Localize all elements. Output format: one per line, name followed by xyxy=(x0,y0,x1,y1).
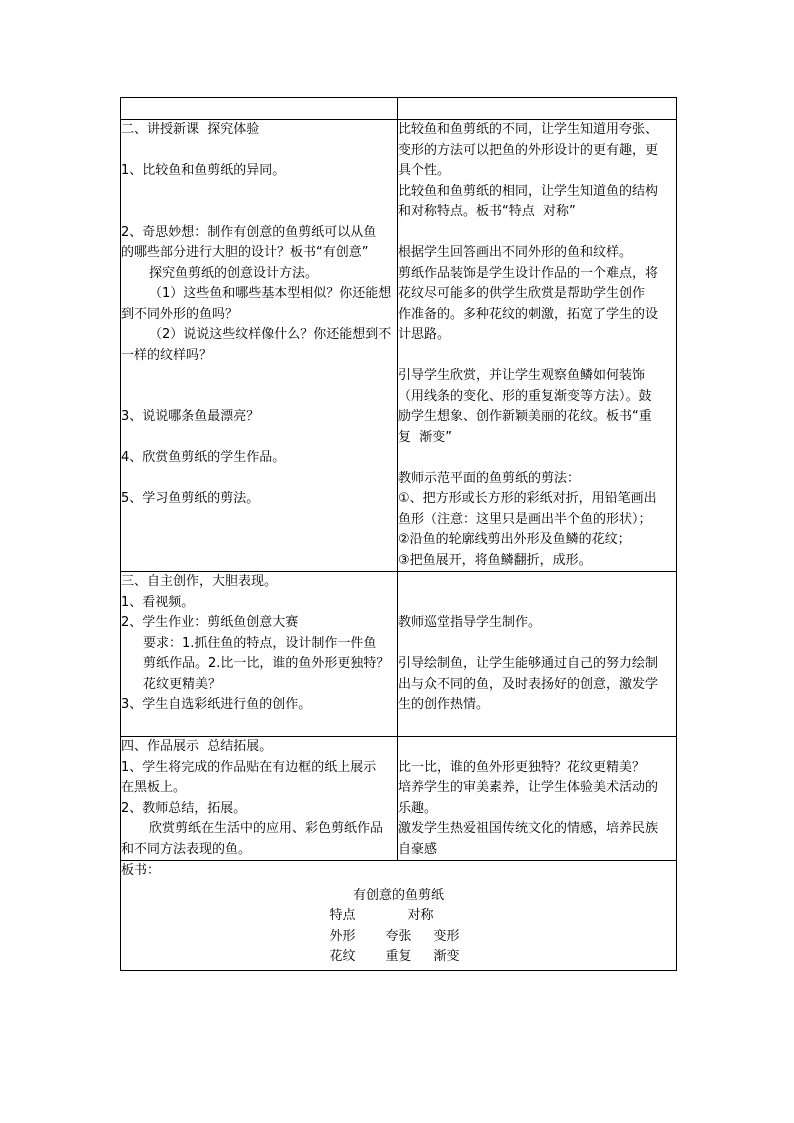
section-2-left-cell xyxy=(121,120,398,572)
board-term: 特点 xyxy=(329,908,356,923)
note-line: 计思路。 xyxy=(398,327,451,342)
note-line: 花纹尽可能多的供学生欣赏是帮助学生创作 xyxy=(398,286,646,301)
note-line: 培养学生的审美素养，让学生体验美术活动的 xyxy=(398,780,659,795)
section-4-para-line-2: 和不同方法表现的鱼。 xyxy=(121,841,252,857)
section-2-item-2-line-1: 2、奇思妙想：制作有创意的鱼剪纸可以从鱼 xyxy=(121,224,377,240)
requirement-line-3: 花纹更精美？ xyxy=(143,676,222,692)
note-line: 比一比，谁的鱼外形更独特？花纹更精美？ xyxy=(398,759,646,775)
section-3-item-3: 3、学生自选彩纸进行鱼的创作。 xyxy=(121,697,312,712)
note-line: 鱼形（注意：这里只是画出半个鱼的形状）； xyxy=(398,511,652,527)
note-line: 激发学生热爱祖国传统文化的情感，培养民族 xyxy=(398,821,659,836)
section-4-item-2: 2、教师总结，拓展。 xyxy=(121,800,247,816)
section-2-item-2-line-2: 的哪些部分进行大胆的设计？板书“有创意” xyxy=(121,245,369,260)
note-line: 出与众不同的鱼，及时表扬好的创意，激发学 xyxy=(398,676,659,692)
note-line: 剪纸作品装饰是学生设计作品的一个难点，将 xyxy=(398,265,659,281)
section-3-item-2: 2、学生作业：剪纸鱼创意大赛 xyxy=(121,615,299,630)
lesson-plan-table xyxy=(120,97,677,971)
section-2-right-cell xyxy=(398,120,677,572)
section-3-item-1: 1、看视频。 xyxy=(121,594,195,610)
note-line: 比较鱼和鱼剪纸的相同，让学生知道鱼的结构 xyxy=(398,183,659,199)
empty-cell-right xyxy=(398,98,677,120)
section-2-item-2-line-3: 探究鱼剪纸的创意设计方法。 xyxy=(149,265,319,281)
empty-cell-left xyxy=(121,98,398,120)
section-3-left-cell xyxy=(121,572,398,737)
note-line: 教师巡堂指导学生制作。 xyxy=(398,615,542,630)
question-1-line-2: 到不同外形的鱼吗？ xyxy=(121,306,239,322)
table-row-section-2 xyxy=(121,120,677,572)
note-line: 根据学生回答画出不同外形的鱼和纹样。 xyxy=(398,245,633,260)
note-line: （用线条的变化、形的重复渐变等方法）。鼓 xyxy=(398,388,652,404)
section-2-heading: 二、讲授新课 探究体验 xyxy=(121,122,260,137)
note-line: 生的创作热情。 xyxy=(398,697,490,712)
section-4-heading: 四、作品展示 总结拓展。 xyxy=(121,739,273,754)
note-line: ①、把方形或长方形的彩纸对折，用铅笔画出 xyxy=(398,491,657,506)
section-2-item-3: 3、说说哪条鱼最漂亮？ xyxy=(121,409,260,424)
board-cell xyxy=(121,861,677,971)
board-label: 板书： xyxy=(121,863,161,878)
board-row-3 xyxy=(121,947,676,968)
board-title: 有创意的鱼剪纸 xyxy=(352,887,444,903)
board-term: 对称 xyxy=(407,908,434,923)
note-line: ③把鱼展开，将鱼鳞翻折，成形。 xyxy=(398,552,592,568)
note-line: 励学生想象、创作新颖美丽的花纹。板书“重 xyxy=(398,409,652,424)
note-line: 教师示范平面的鱼剪纸的剪法： xyxy=(398,470,581,486)
note-line: ②沿鱼的轮廓线剪出外形及鱼鳞的花纹； xyxy=(398,532,631,547)
board-term: 重复 xyxy=(385,949,412,964)
table-row-section-4 xyxy=(121,737,677,861)
section-2-item-1: 1、比较鱼和鱼剪纸的异同。 xyxy=(121,163,286,178)
section-3-right-cell xyxy=(398,572,677,737)
note-line: 和对称特点。板书“特点 对称” xyxy=(398,204,576,219)
section-4-right-cell xyxy=(398,737,677,861)
requirement-line-1: 要求：1.抓住鱼的特点，设计制作一件鱼 xyxy=(143,635,377,651)
question-2-line-1: （2）说说这些纹样像什么？你还能想到不 xyxy=(149,327,392,342)
note-line: 引导绘制鱼，让学生能够通过自己的努力绘制 xyxy=(398,656,659,671)
question-1-line-1: （1）这些鱼和哪些基本型相似？你还能想 xyxy=(149,286,392,301)
board-row-2 xyxy=(121,927,676,948)
section-4-left-cell xyxy=(121,737,398,861)
section-2-item-5: 5、学习鱼剪纸的剪法。 xyxy=(121,491,260,506)
table-row-empty xyxy=(121,98,677,120)
note-line: 复 渐变” xyxy=(398,429,452,445)
section-4-item-1-line-2: 在黑板上。 xyxy=(121,780,187,795)
board-term: 夸张 xyxy=(385,928,412,944)
table-row-board xyxy=(121,861,677,971)
note-line: 比较鱼和鱼剪纸的不同，让学生知道用夸张、 xyxy=(398,122,659,137)
section-3-heading: 三、自主创作，大胆表现。 xyxy=(121,574,278,589)
board-row-1 xyxy=(121,906,676,927)
note-line: 自豪感 xyxy=(398,841,438,857)
board-term: 花纹 xyxy=(329,949,356,964)
note-line: 引导学生欣赏，并让学生观察鱼鳞如何装饰 xyxy=(398,368,646,383)
section-4-item-1-line-1: 1、学生将完成的作品贴在有边框的纸上展示 xyxy=(121,759,377,775)
question-2-line-2: 一样的纹样吗？ xyxy=(121,347,213,363)
requirement-line-2: 剪纸作品。2.比一比，谁的鱼外形更独特？ xyxy=(143,656,390,671)
section-4-para-line-1: 欣赏剪纸在生活中的应用、彩色剪纸作品 xyxy=(149,821,384,836)
note-line: 乐趣。 xyxy=(398,800,438,816)
table-row-section-3 xyxy=(121,572,677,737)
note-line: 变形的方法可以把鱼的外形设计的更有趣，更 xyxy=(398,142,659,158)
section-2-item-4: 4、欣赏鱼剪纸的学生作品。 xyxy=(121,450,286,465)
board-term: 渐变 xyxy=(433,949,460,964)
board-term: 外形 xyxy=(329,928,356,944)
note-line: 具个性。 xyxy=(398,163,451,178)
board-term: 变形 xyxy=(433,928,460,944)
note-line: 作准备的。多种花纹的刺激，拓宽了学生的设 xyxy=(398,306,659,322)
